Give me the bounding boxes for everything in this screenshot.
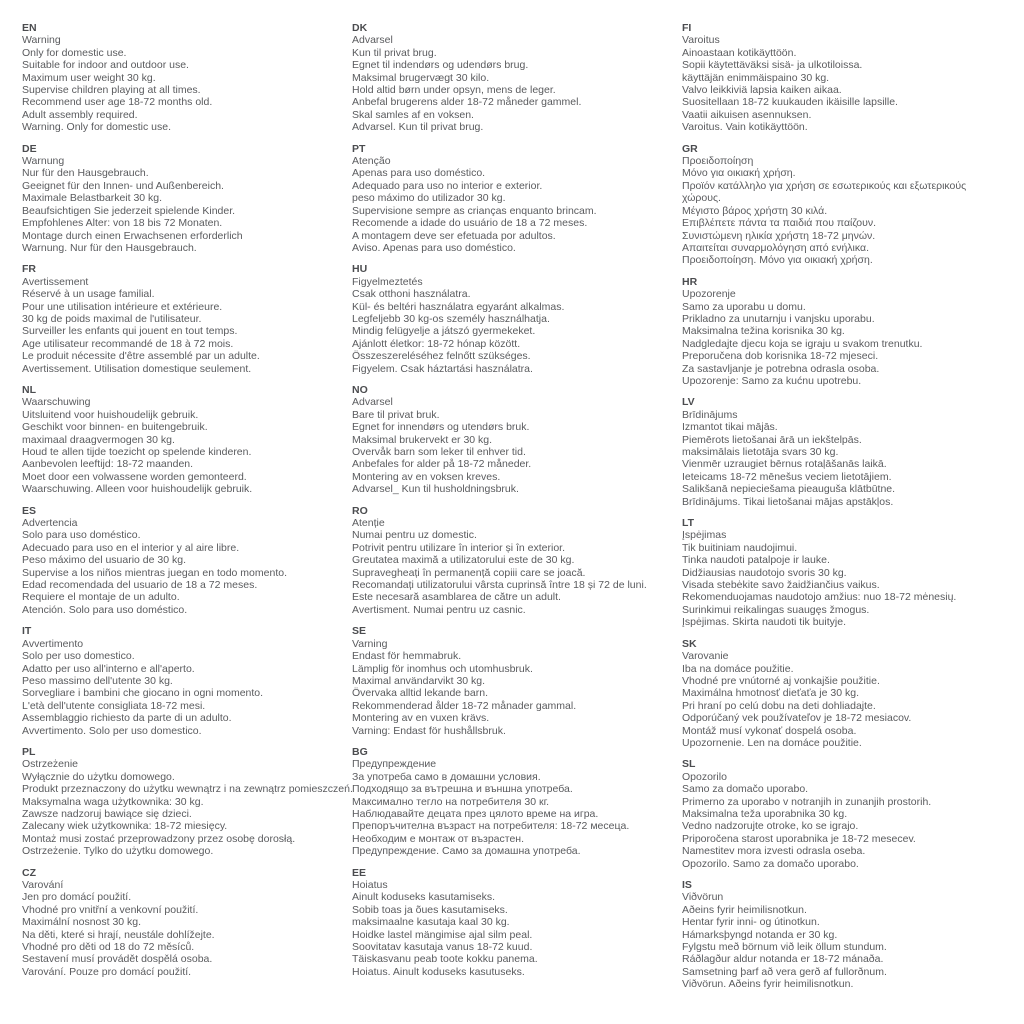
- warning-line: Assemblaggio richiesto da parte di un adulto.: [22, 712, 232, 725]
- warning-line: 30 kg de poids maximal de l'utilisateur.: [22, 312, 202, 325]
- language-code-heading: NO: [352, 383, 368, 396]
- warning-line: Rekommenderad ålder 18-72 månader gammal.: [352, 699, 577, 712]
- warning-line: Warnung: [22, 155, 65, 168]
- warning-line: Hold altid børn under opsyn, mens de leger.: [352, 84, 556, 97]
- warning-line: Varning: Endast för hushållsbruk.: [352, 724, 506, 737]
- warning-line: Brīdinājums. Tikai lietošanai mājas apstākļos.: [682, 495, 894, 508]
- warning-line: Preporučena dob korisnika 18-72 mjeseci.: [682, 350, 879, 363]
- warning-line: Figyelmeztetés: [352, 275, 423, 288]
- warning-line: Ostrzeżenie: [22, 758, 79, 771]
- warning-line: Warning. Only for domestic use.: [22, 121, 171, 134]
- warning-line: Waarschuwing. Alleen voor huishoudelijk gebruik.: [22, 483, 253, 496]
- warning-line: Aanbevolen leeftijd: 18-72 maanden.: [22, 458, 194, 471]
- warning-line: Pour une utilisation intérieure et extérieure.: [22, 300, 223, 313]
- warning-line: Nadgledajte djecu koja se igraju u svakom trenutku.: [682, 337, 923, 350]
- warning-line: Препоръчителна възраст на потребителя: 18-72 месеца.: [352, 820, 630, 833]
- language-section-nl: [22, 384, 352, 496]
- warning-line: Montering av en voksen kreves.: [352, 470, 501, 483]
- language-section-ro: [352, 505, 682, 617]
- language-section-es: [22, 505, 352, 617]
- warning-line: Kun til privat brug.: [352, 46, 437, 59]
- warning-line: Maksimal brugervægt 30 kilo.: [352, 71, 490, 84]
- warning-line: Recommend user age 18-72 months old.: [22, 96, 213, 109]
- language-section-cz: [22, 867, 352, 979]
- warning-line: Vhodné pre vnútorné aj vonkajšie použitie.: [682, 674, 880, 687]
- warning-line: Vhodné pro děti od 18 do 72 měsíců.: [22, 941, 195, 954]
- warning-line: Fylgstu með börnum við leik öllum stundum.: [682, 941, 887, 954]
- column-2: [352, 22, 682, 1000]
- language-code-heading: BG: [352, 745, 368, 758]
- warning-line: Nur für den Hausgebrauch.: [22, 167, 149, 180]
- warning-line: Supervise children playing at all times.: [22, 84, 201, 97]
- warning-line: Zalecany wiek użytkownika: 18-72 miesięcy.: [22, 820, 228, 833]
- warning-line: Odporúčaný vek používateľov je 18-72 mesiacov.: [682, 712, 912, 725]
- warning-line: Adecuado para uso en el interior y al aire libre.: [22, 541, 240, 554]
- warning-line: Recomandați utilizatorului vârsta cuprinsă între 18 și 72 de luni.: [352, 579, 647, 592]
- warning-line: Upozorenje: [682, 288, 736, 301]
- language-code-heading: HR: [682, 275, 698, 288]
- warning-line: Greutatea maximă a utilizatorului este de 30 kg.: [352, 554, 575, 567]
- warning-line: Ieteicams 18-72 mēnešus veciem lietotājiem.: [682, 470, 892, 483]
- warning-line: Egnet for innendørs og utendørs bruk.: [352, 421, 530, 434]
- warning-line: Advarsel: [352, 34, 393, 47]
- warning-line: Sorvegliare i bambini che giocano in ogni momento.: [22, 687, 264, 700]
- warning-line: Surinkimui reikalingas suaugęs žmogus.: [682, 603, 870, 616]
- warning-line: Overvåk barn som leker til enhver tid.: [352, 446, 526, 458]
- language-section-de: [22, 143, 352, 255]
- warning-line: Maximálna hmotnosť dieťaťa je 30 kg.: [682, 687, 859, 700]
- warning-line: Adatto per uso all'interno e all'aperto.: [22, 662, 195, 675]
- warning-line: Solo para uso doméstico.: [22, 529, 141, 542]
- warning-line: Hámarksþyngd notanda er 30 kg.: [682, 928, 838, 941]
- warning-line: Recomende a idade do usuário de 18 a 72 meses.: [352, 217, 588, 230]
- warning-line: Varování: [22, 879, 64, 891]
- warning-line: Подходящо за вътрешна и външна употреба.: [352, 783, 573, 796]
- language-code-heading: EN: [22, 22, 37, 34]
- warning-line: Įspėjimas. Skirta naudoti tik buityje.: [682, 616, 846, 629]
- warning-line: Supervisione sempre as crianças enquanto brincam.: [352, 204, 597, 217]
- warning-line: Vedno nadzorujte otroke, ko se igrajo.: [682, 820, 859, 833]
- warning-line: Le produit nécessite d'être assemblé par un adulte.: [22, 350, 260, 363]
- warning-line: Piemērots lietošanai ārā un iekštelpās.: [682, 433, 862, 446]
- warning-line: Produkt przeznaczony do użytku wewnątrz i na zewnątrz pomieszczeń.: [22, 783, 353, 796]
- warning-line: Warning: [22, 34, 61, 47]
- warning-line: Peso máximo del usuario de 30 kg.: [22, 554, 187, 567]
- warning-line: Houd te allen tijde toezicht op spelende kinderen.: [22, 446, 252, 458]
- language-code-heading: PT: [352, 142, 366, 155]
- language-code-heading: IS: [682, 879, 692, 891]
- warning-line: Avvertimento. Solo per uso domestico.: [22, 724, 202, 737]
- warning-line: Requiere el montaje de un adulto.: [22, 591, 180, 604]
- warning-line: Na děti, které si hrají, neustále dohlížejte.: [22, 928, 215, 941]
- warning-line: Supervise a los niños mientras juegan en todo momento.: [22, 566, 287, 579]
- warning-line: Maximální nosnost 30 kg.: [22, 916, 142, 929]
- warning-line: Beaufsichtigen Sie jederzeit spielende Kinder.: [22, 204, 236, 217]
- warning-line: Hentar fyrir inni- og útinotkun.: [682, 916, 820, 929]
- warning-line: Supravegheați în permanență copiii care se joacă.: [352, 566, 586, 579]
- warning-line: Salikšanā nepieciešama pieauguša klātbūtne.: [682, 483, 896, 496]
- warning-line: Sestavení musí provádět dospělá osoba.: [22, 953, 213, 966]
- warning-line: Atención. Solo para uso doméstico.: [22, 603, 188, 616]
- warning-line: Egnet til indendørs og udendørs brug.: [352, 59, 529, 72]
- language-code-heading: EE: [352, 866, 367, 879]
- warning-line: Advarsel_ Kun til husholdningsbruk.: [352, 483, 519, 496]
- warning-line: Tinka naudoti patalpoje ir lauke.: [682, 554, 830, 567]
- warning-line: Valvo leikkiviä lapsia kaiken aikaa.: [682, 84, 842, 97]
- warning-line: Samsetning þarf að vera gerð af fullorðnum.: [682, 965, 887, 978]
- language-section-is: [682, 879, 1012, 991]
- language-section-it: [22, 625, 352, 737]
- language-code-heading: FI: [682, 22, 692, 34]
- warning-line: Age utilisateur recommandé de 18 à 72 mois.: [22, 337, 234, 350]
- warning-line: Potrivit pentru utilizare în interior și în exterior.: [352, 541, 566, 554]
- warning-line: Varovanie: [682, 650, 729, 663]
- warning-line: Samo za domačo uporabo.: [682, 783, 809, 796]
- warning-line: Kül- és beltéri használatra egyaránt alkalmas.: [352, 300, 565, 313]
- warning-line: χώρους.: [682, 192, 721, 205]
- warning-line: L'età dell'utente consigliata 18-72 mesi.: [22, 699, 206, 712]
- warning-line: Aviso. Apenas para uso doméstico.: [352, 241, 516, 254]
- language-section-sk: [682, 638, 1012, 750]
- warning-line: maksimaalne kasutaja kaal 30 kg.: [352, 916, 510, 929]
- warning-line: Montering av en vuxen krävs.: [352, 712, 490, 725]
- warning-line: Solo per uso domestico.: [22, 650, 135, 663]
- language-section-dk: [352, 22, 682, 134]
- language-code-heading: ES: [22, 504, 37, 517]
- warning-line: Uitsluitend voor huishoudelijk gebruik.: [22, 408, 199, 421]
- warning-line: Prikladno za unutarnju i vanjsku uporabu.: [682, 312, 875, 325]
- language-code-heading: LT: [682, 517, 695, 530]
- warning-line: Hoiatus: [352, 879, 388, 891]
- language-code-heading: GR: [682, 142, 698, 155]
- language-section-hr: [682, 276, 1012, 388]
- warning-line: Наблюдавайте децата през цялото време на игра.: [352, 807, 599, 820]
- warning-line: Samo za uporabu u domu.: [682, 300, 806, 313]
- language-code-heading: SE: [352, 625, 367, 638]
- warning-line: Warnung. Nur für den Hausgebrauch.: [22, 241, 197, 254]
- warning-line: Предупреждение. Само за домашна употреба.: [352, 845, 581, 858]
- warning-line: Suitable for indoor and outdoor use.: [22, 59, 189, 72]
- warning-line: Maximale Belastbarkeit 30 kg.: [22, 192, 163, 205]
- warning-line: Ajánlott életkor: 18-72 hónap között.: [352, 337, 521, 350]
- language-code-heading: SL: [682, 758, 696, 771]
- language-section-hu: [352, 263, 682, 375]
- warning-line: Montáž musí vykonať dospelá osoba.: [682, 724, 857, 737]
- warning-line: Adult assembly required.: [22, 108, 138, 121]
- language-section-se: [352, 625, 682, 737]
- language-code-heading: SK: [682, 637, 697, 650]
- language-code-heading: HU: [352, 263, 368, 276]
- warning-line: Необходим е монтаж от възрастен.: [352, 832, 524, 845]
- warning-line: Zawsze nadzoruj bawiące się dzieci.: [22, 807, 192, 820]
- language-section-no: [352, 384, 682, 496]
- warning-line: Mindig felügyelje a játszó gyermekeket.: [352, 325, 536, 338]
- warning-line: Only for domestic use.: [22, 46, 127, 59]
- warning-line: Montage durch einen Erwachsenen erforderlich: [22, 229, 243, 242]
- warning-line: Bare til privat bruk.: [352, 408, 440, 421]
- warning-line: Hoidke lastel mängimise ajal silm peal.: [352, 928, 533, 941]
- warning-line: A montagem deve ser efetuada por adultos.: [352, 229, 556, 242]
- warning-line: maksimālais lietotāja svars 30 kg.: [682, 446, 839, 458]
- warning-line: Suositellaan 18-72 kuukauden ikäisille lapsille.: [682, 96, 898, 109]
- warning-line: Максимално тегло на потребителя 30 кг.: [352, 795, 550, 808]
- warning-line: Avertissement: [22, 275, 89, 288]
- warning-line: Za sastavljanje je potrebna odrasla osoba.: [682, 362, 880, 375]
- language-code-heading: CZ: [22, 866, 36, 879]
- warning-line: Συνιστώμενη ηλικία χρήστη 18-72 μηνών.: [682, 229, 876, 242]
- language-code-heading: DK: [352, 22, 368, 34]
- language-code-heading: LV: [682, 396, 695, 409]
- language-section-fi: [682, 22, 1012, 134]
- warning-line: Atenție: [352, 517, 385, 530]
- warning-line: Geschikt voor binnen- en buitengebruik.: [22, 421, 208, 434]
- language-section-lt: [682, 517, 1012, 629]
- warning-line: Maksimal brukervekt er 30 kg.: [352, 433, 493, 446]
- column-3: [682, 22, 1012, 1000]
- language-section-bg: [352, 746, 682, 858]
- warning-line: Maximum user weight 30 kg.: [22, 71, 156, 84]
- warning-line: Montaż musi zostać przeprowadzony przez osobę dorosłą.: [22, 832, 296, 845]
- warning-line: Upozornenie. Len na domáce použitie.: [682, 736, 862, 749]
- language-section-sl: [682, 758, 1012, 870]
- warning-line: Izmantot tikai mājās.: [682, 421, 778, 434]
- warning-line: Täiskasvanu peab toote kokku panema.: [352, 953, 538, 966]
- warning-line: Įspėjimas: [682, 529, 727, 542]
- language-code-heading: FR: [22, 263, 36, 276]
- language-section-ee: [352, 867, 682, 979]
- warning-line: Προειδοποίηση: [682, 155, 754, 168]
- warning-line: maximaal draagvermogen 30 kg.: [22, 433, 175, 446]
- warning-line: Pri hraní po celú dobu na deti dohliadajte.: [682, 699, 876, 712]
- warning-line: peso máximo do utilizador 30 kg.: [352, 192, 506, 205]
- warning-line: Peso massimo dell'utente 30 kg.: [22, 674, 173, 687]
- warning-line: Iba na domáce použitie.: [682, 662, 794, 675]
- warning-line: Ainoastaan kotikäyttöön.: [682, 46, 797, 59]
- warning-line: Avertissement. Utilisation domestique seulement.: [22, 362, 252, 375]
- warning-line: Μόνο για οικιακή χρήση.: [682, 167, 796, 180]
- warning-line: Maksymalna waga użytkownika: 30 kg.: [22, 795, 204, 808]
- warning-line: Vhodné pro vnitřní a venkovní použití.: [22, 903, 199, 916]
- warning-line: Skal samles af en voksen.: [352, 108, 474, 121]
- warning-line: Avertisment. Numai pentru uz casnic.: [352, 603, 526, 616]
- warning-line: Figyelem. Csak háztartási használatra.: [352, 362, 533, 375]
- warning-line: Απαιτείται συναρμολόγηση από ενήλικα.: [682, 241, 869, 254]
- warning-line: Предупреждение: [352, 758, 437, 771]
- warning-line: Opozorilo: [682, 770, 727, 783]
- language-code-heading: DE: [22, 142, 37, 155]
- warning-line: Vienmēr uzraugiet bērnus rotaļāšanās laikā.: [682, 458, 887, 471]
- language-section-pt: [352, 143, 682, 255]
- warning-line: Moet door een volwassene worden gemonteerd.: [22, 470, 247, 483]
- warning-line: Endast för hemmabruk.: [352, 650, 462, 663]
- warning-line: Varoitus. Vain kotikäyttöön.: [682, 121, 808, 134]
- language-section-fr: [22, 263, 352, 375]
- warning-line: käyttäjän enimmäispaino 30 kg.: [682, 71, 830, 84]
- warning-line: Varoitus: [682, 34, 720, 47]
- language-section-pl: [22, 746, 352, 858]
- warning-line: Ráðlagður aldur notanda er 18-72 mánaða.: [682, 953, 884, 966]
- warning-line: Adequado para uso no interior e exterior.: [352, 179, 543, 192]
- warning-line: Namestitev mora izvesti odrasla oseba.: [682, 845, 866, 858]
- language-code-heading: RO: [352, 504, 368, 517]
- warning-line: Waarschuwing: [22, 396, 91, 409]
- warning-line: Soovitatav kasutaja vanus 18-72 kuud.: [352, 941, 533, 954]
- warning-line: Visada stebėkite savo žaidžiančius vaikus.: [682, 579, 880, 592]
- warning-line: Didžiausias naudotojo svoris 30 kg.: [682, 566, 847, 579]
- warning-line: Csak otthoni használatra.: [352, 288, 471, 301]
- warning-line: Primerno za uporabo v notranjih in zunanjih prostorih.: [682, 795, 932, 808]
- language-code-heading: PL: [22, 745, 36, 758]
- warning-line: Maksimalna težina korisnika 30 kg.: [682, 325, 845, 338]
- warning-line: Vaatii aikuisen asennuksen.: [682, 108, 812, 121]
- warning-line: Advarsel: [352, 396, 393, 409]
- language-code-heading: IT: [22, 625, 32, 638]
- warning-line: Varování. Pouze pro domácí použití.: [22, 965, 192, 978]
- warning-line: Opozorilo. Samo za domačo uporabo.: [682, 857, 859, 870]
- warning-line: Maximal användarvikt 30 kg.: [352, 674, 486, 687]
- warning-line: Anbefal brugerens alder 18-72 måneder gammel.: [352, 96, 582, 109]
- warning-line: Advertencia: [22, 517, 78, 530]
- warning-line: Wyłącznie do użytku domowego.: [22, 770, 175, 783]
- warning-line: Anbefales for alder på 18-72 måneder.: [352, 458, 532, 471]
- warning-line: Atenção: [352, 155, 391, 168]
- warning-line: Aðeins fyrir heimilisnotkun.: [682, 903, 807, 916]
- warning-line: Rekomenduojamas naudotojo amžius: nuo 18-72 mėnesių.: [682, 591, 957, 604]
- warning-line: Jen pro domácí použití.: [22, 891, 132, 904]
- warning-line: Priporočena starost uporabnika je 18-72 mesecev.: [682, 832, 916, 845]
- language-section-gr: [682, 143, 1012, 267]
- warning-line: Apenas para uso doméstico.: [352, 167, 486, 180]
- warning-line: Lämplig för inomhus och utomhusbruk.: [352, 662, 533, 675]
- warning-line: Viðvörun. Aðeins fyrir heimilisnotkun.: [682, 978, 854, 991]
- language-section-lv: [682, 396, 1012, 508]
- warning-line: Geeignet für den Innen- und Außenbereich.: [22, 179, 224, 192]
- language-section-en: [22, 22, 352, 134]
- warning-line: Sopii käytettäväksi sisä- ja ulkotiloissa.: [682, 59, 863, 72]
- warning-line: Összeszereléséhez felnőtt szükséges.: [352, 350, 531, 363]
- warning-line: Surveiller les enfants qui jouent en tout temps.: [22, 325, 238, 338]
- warning-line: Ainult koduseks kasutamiseks.: [352, 891, 495, 904]
- warning-line: Maksimalna teža uporabnika 30 kg.: [682, 807, 848, 820]
- warning-line: Hoiatus. Ainult koduseks kasutuseks.: [352, 965, 525, 978]
- warning-line: Μέγιστο βάρος χρήστη 30 κιλά.: [682, 204, 828, 217]
- warning-line: За употреба само в домашни условия.: [352, 770, 541, 783]
- warning-line: Επιβλέπετε πάντα τα παιδιά που παίζουν.: [682, 217, 877, 230]
- warning-line: Empfohlenes Alter: von 18 bis 72 Monaten.: [22, 217, 223, 230]
- warning-line: Övervaka alltid lekande barn.: [352, 687, 488, 700]
- warning-line: Upozorenje: Samo za kućnu upotrebu.: [682, 374, 862, 387]
- warning-line: Viðvörun: [682, 891, 724, 904]
- warning-line: Ostrzeżenie. Tylko do użytku domowego.: [22, 845, 214, 858]
- warning-line: Réservé à un usage familial.: [22, 288, 155, 301]
- warning-line: Advarsel. Kun til privat brug.: [352, 121, 484, 134]
- warning-line: Brīdinājums: [682, 408, 738, 421]
- warning-line: Προϊόν κατάλληλο για χρήση σε εσωτερικούς και εξωτερικούς: [682, 179, 967, 192]
- language-code-heading: NL: [22, 383, 36, 396]
- warning-line: Este necesară asamblarea de către un adult.: [352, 591, 561, 604]
- warning-line: Varning: [352, 637, 388, 650]
- warning-line: Tik buitiniam naudojimui.: [682, 541, 798, 554]
- warning-line: Προειδοποίηση. Μόνο για οικιακή χρήση.: [682, 254, 873, 267]
- warning-line: Edad recomendada del usuario de 18 a 72 meses.: [22, 579, 258, 592]
- warning-line: Avvertimento: [22, 637, 84, 650]
- warning-line: Numai pentru uz domestic.: [352, 529, 477, 542]
- warning-line: Legfeljebb 30 kg-os személy használhatja.: [352, 312, 550, 325]
- column-1: [22, 22, 352, 1000]
- warning-line: Sobib toas ja õues kasutamiseks.: [352, 903, 508, 916]
